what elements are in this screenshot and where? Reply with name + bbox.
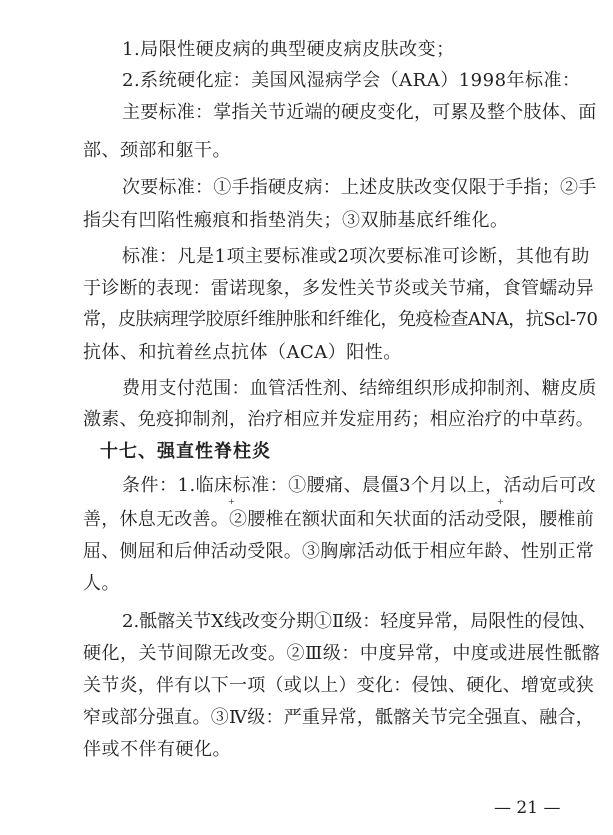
text-line-19: 硬化，关节间隙无改变。②Ⅲ级：中度异常，中度或进展性骶髂 bbox=[83, 643, 601, 664]
annotation-mark: + bbox=[228, 497, 235, 506]
text-line-11: 费用支付范围：血管活性剂、结缔组织形成抑制剂、糖皮质 bbox=[122, 378, 597, 399]
section-heading: 十七、强直性脊柱炎 bbox=[100, 441, 271, 462]
text-line-15: 善，休息无改善。②腰椎在额状面和矢状面的活动受限，腰椎前 bbox=[83, 509, 594, 530]
text-line-16: 屈、侧屈和后伸活动受限。③胸廓活动低于相应年龄、性别正常 bbox=[83, 541, 594, 562]
text-line-21: 窄或部分强直。③Ⅳ级：严重异常，骶髂关节完全强直、融合， bbox=[83, 707, 594, 728]
text-line-2: 2.系统硬化症：美国风湿病学会（ARA）1998年标准： bbox=[122, 70, 581, 91]
text-line-12: 激素、免疫抑制剂，治疗相应并发症用药；相应治疗的中草药。 bbox=[83, 409, 594, 430]
text-line-6: 指尖有凹陷性瘢痕和指垫消失；③双肺基底纤维化。 bbox=[83, 210, 509, 231]
text-line-3: 主要标准：掌指关节近端的硬皮变化，可累及整个肢体、面 bbox=[122, 102, 597, 123]
text-line-17: 人。 bbox=[83, 573, 120, 594]
text-line-18: 2.骶髂关节X线改变分期①Ⅱ级：轻度异常，局限性的侵蚀、 bbox=[122, 611, 597, 632]
text-line-8: 于诊断的表现：雷诺现象，多发性关节炎或关节痛，食管蠕动异 bbox=[83, 278, 594, 299]
text-line-7: 标准：凡是1项主要标准或2项次要标准可诊断，其他有助 bbox=[122, 246, 590, 267]
page-number: — 21 — bbox=[494, 798, 561, 818]
text-line-4: 部、颈部和躯干。 bbox=[83, 140, 231, 161]
text-line-14: 条件：1.临床标准：①腰痛、晨僵3个月以上，活动后可改 bbox=[122, 475, 597, 496]
text-line-10: 抗体、和抗着丝点抗体（ACA）阳性。 bbox=[83, 342, 402, 363]
annotation-mark: + bbox=[497, 497, 504, 506]
text-line-5: 次要标准：①手指硬皮病：上述皮肤改变仅限于手指；②手 bbox=[122, 177, 597, 198]
text-line-9: 常，皮肤病理学胶原纤维肿胀和纤维化，免疫检查ANA，抗Scl-70 bbox=[83, 309, 598, 330]
text-line-1: 1.局限性硬皮病的典型硬皮病皮肤改变； bbox=[122, 39, 455, 60]
text-line-20: 关节炎，伴有以下一项（或以上）变化：侵蚀、硬化、增宽或狭 bbox=[83, 675, 594, 696]
text-line-22: 伴或不伴有硬化。 bbox=[83, 739, 231, 760]
